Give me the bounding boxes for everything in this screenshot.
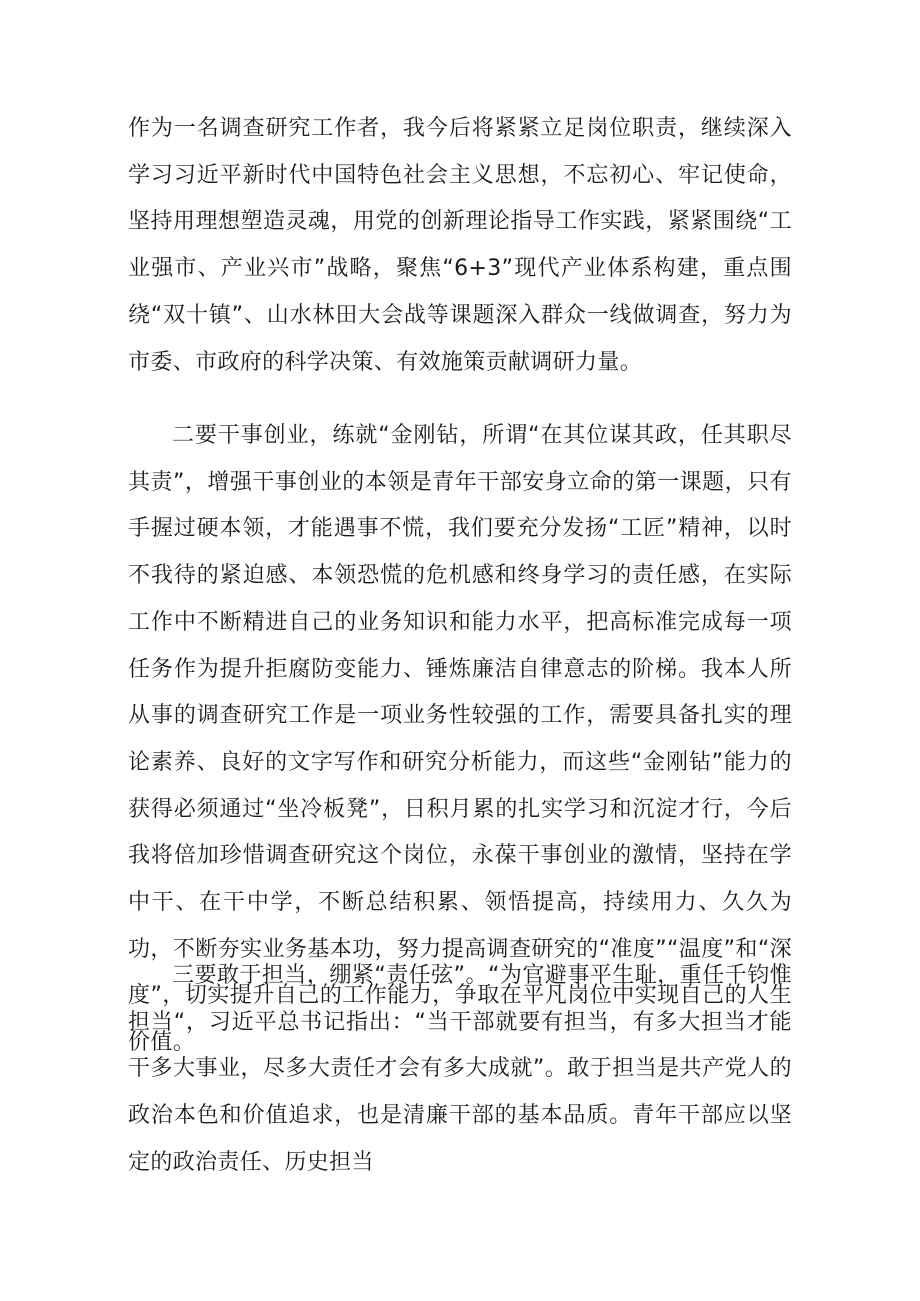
paragraph-3: 三要敢于担当，绷紧“责任弦”。“为官避事平生耻，重任千钧惟担当“，习近平总书记指出：“当干部就要有担当，有多大担当才能干多大事业，尽多大责任才会有多大成就”。敢于担当是共产党人的政治本色和价值追求，也是清廉干部的基本品质。青年干部应以坚定的政治责任、历史担当 bbox=[128, 963, 792, 1175]
paragraph-2: 二要干事创业，练就“金刚钻，所谓“在其位谋其政，任其职尽其责”，增强干事创业的本领是青年干部安身立命的第一课题，只有手握过硬本领，才能遇事不慌，我们要充分发扬“工匠”精神，以时不我待的紧迫感、本领恐慌的危机感和终身学习的责任感，在实际工作中不断精进自己的业务知识和能力水平，把高标准完成每一项任务作为提升拒腐防变能力、锤炼廉洁自律意志的阶梯。我本人所从事的调查研究工作是一项业务性较强的工作，需要具备扎实的理论素养、良好的文字写作和研究分析能力，而这些“金刚钻”能力的获得必须通过“坐冷板凳”，日积月累的扎实学习和沉淀才行，今后我将倍加珍惜调查研究这个岗位，永葆干事创业的激情，坚持在学中干、在干中学，不断总结积累、领悟提高，持续用力、久久为功，不断夯实业务基本功，努力提高调查研究的“准度”“温度”和“深度”，切实提升自己的工作能力，争取在平凡岗位中实现自己的人生价值。 bbox=[128, 423, 792, 1056]
paragraph-1: 作为一名调查研究工作者，我今后将紧紧立足岗位职责，继续深入学习习近平新时代中国特色社会主义思想，不忘初心、牢记使命，坚持用理想塑造灵魂，用党的创新理论指导工作实践，紧紧围绕“工业强市、产业兴市”战略，聚焦“6+3”现代产业体系构建，重点围绕“双十镇”、山水林田大会战等课题深入群众一线做调查，努力为市委、市政府的科学决策、有效施策贡献调研力量。 bbox=[128, 116, 792, 375]
